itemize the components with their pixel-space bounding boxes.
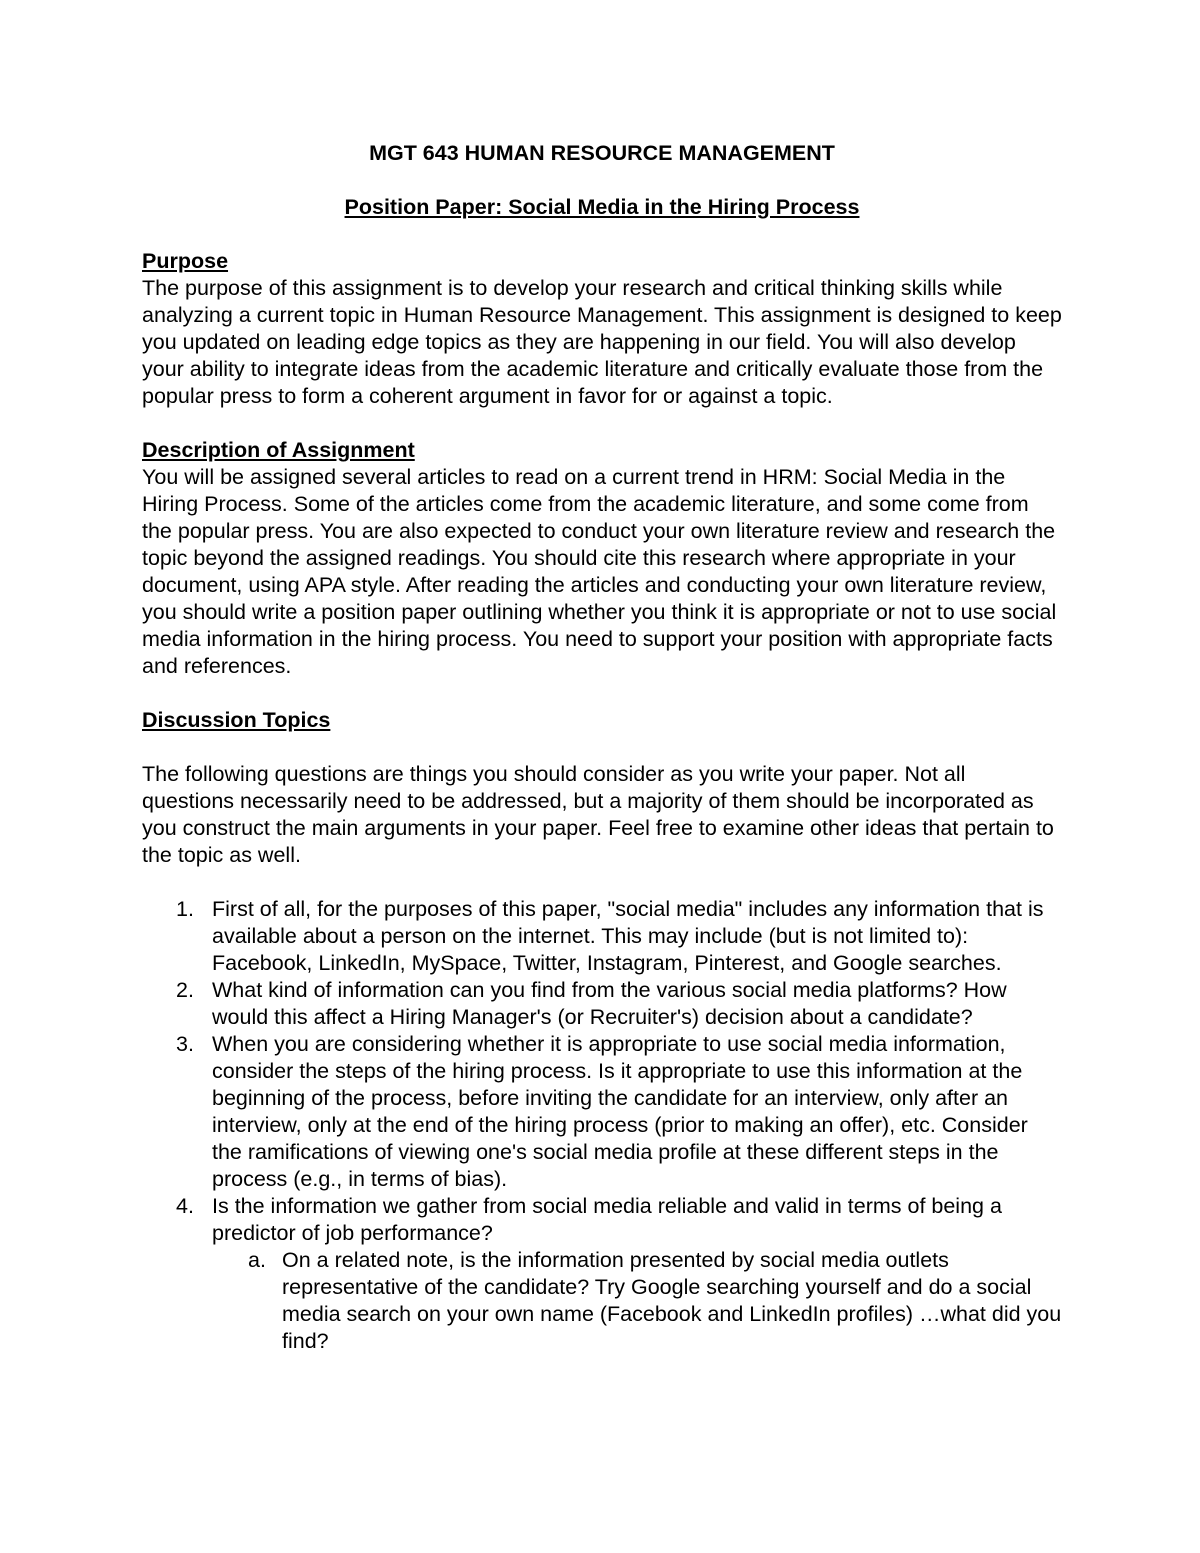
- list-item: [142, 977, 1062, 1031]
- discussion-heading: Discussion Topics: [142, 708, 331, 732]
- document-body: [142, 140, 1062, 1355]
- description-heading: Description of Assignment: [142, 438, 415, 462]
- sub-list: [212, 1247, 1062, 1355]
- sub-list-item-text: On a related note, is the information presented by social media outlets representative of the candidate? Try Google searching yourself and do a social media search on your own name (Facebook and LinkedIn profiles) …what did you find?: [282, 1248, 1062, 1353]
- list-item: [142, 896, 1062, 977]
- list-item: [142, 1031, 1062, 1193]
- purpose-heading: Purpose: [142, 249, 229, 273]
- list-number: 2.: [176, 978, 194, 1002]
- discussion-intro: The following questions are things you should consider as you write your paper. Not all questions necessarily need to be addressed, but a majority of them should be incorporated as you construct the main arguments in your paper. Feel free to examine other ideas that pertain to the topic as well.: [142, 762, 1054, 867]
- sub-list-letter: a.: [248, 1248, 266, 1272]
- description-section: [142, 437, 1062, 680]
- list-number: 4.: [176, 1194, 194, 1218]
- list-item-text: First of all, for the purposes of this paper, "social media" includes any information that is available about a person on the internet. This may include (but is not limited to): Facebook, LinkedIn, MySpace, Twitter, Instagram, Pinterest, and Google searches.: [212, 897, 1044, 975]
- list-number: 3.: [176, 1032, 194, 1056]
- course-title: MGT 643 HUMAN RESOURCE MANAGEMENT: [369, 141, 835, 165]
- list-number: 1.: [176, 897, 194, 921]
- purpose-section: [142, 248, 1062, 410]
- sub-list-item: [212, 1247, 1062, 1355]
- discussion-list: [142, 896, 1062, 1355]
- purpose-paragraph: The purpose of this assignment is to develop your research and critical thinking skills while analyzing a current topic in Human Resource Management. This assignment is designed to keep you updated on leading edge topics as they are happening in our field. You will also develop your ability to integrate ideas from the academic literature and critically evaluate those from the popular press to form a coherent argument in favor for or against a topic.: [142, 276, 1062, 408]
- spacer: [142, 734, 1062, 761]
- list-item-text: What kind of information can you find from the various social media platforms? How would this affect a Hiring Manager's (or Recruiter's) decision about a candidate?: [212, 978, 1007, 1029]
- paper-title: Position Paper: Social Media in the Hiring Process: [344, 195, 860, 219]
- description-paragraph: You will be assigned several articles to read on a current trend in HRM: Social Media in the Hiring Process. Some of the articles come from the academic literature, and some come from the popular press. You are also expected to conduct your own literature review and research the topic beyond the assigned readings. You should cite this research where appropriate in your document, using APA style. After reading the articles and conducting your own literature review, you should write a position paper outlining whether you think it is appropriate or not to use social media information in the hiring process. You need to support your position with appropriate facts and references.: [142, 465, 1057, 678]
- discussion-section: [142, 707, 1062, 1355]
- list-item-text: When you are considering whether it is appropriate to use social media information, consider the steps of the hiring process. Is it appropriate to use this information at the beginning of the process, before inviting the candidate for an interview, only after an interview, only at the end of the hiring process (prior to making an offer), etc. Consider the ramifications of viewing one's social media profile at these different steps in the process (e.g., in terms of bias).: [212, 1032, 1028, 1191]
- list-item-text: Is the information we gather from social media reliable and valid in terms of being a predictor of job performance?: [212, 1194, 1002, 1245]
- list-item: [142, 1193, 1062, 1355]
